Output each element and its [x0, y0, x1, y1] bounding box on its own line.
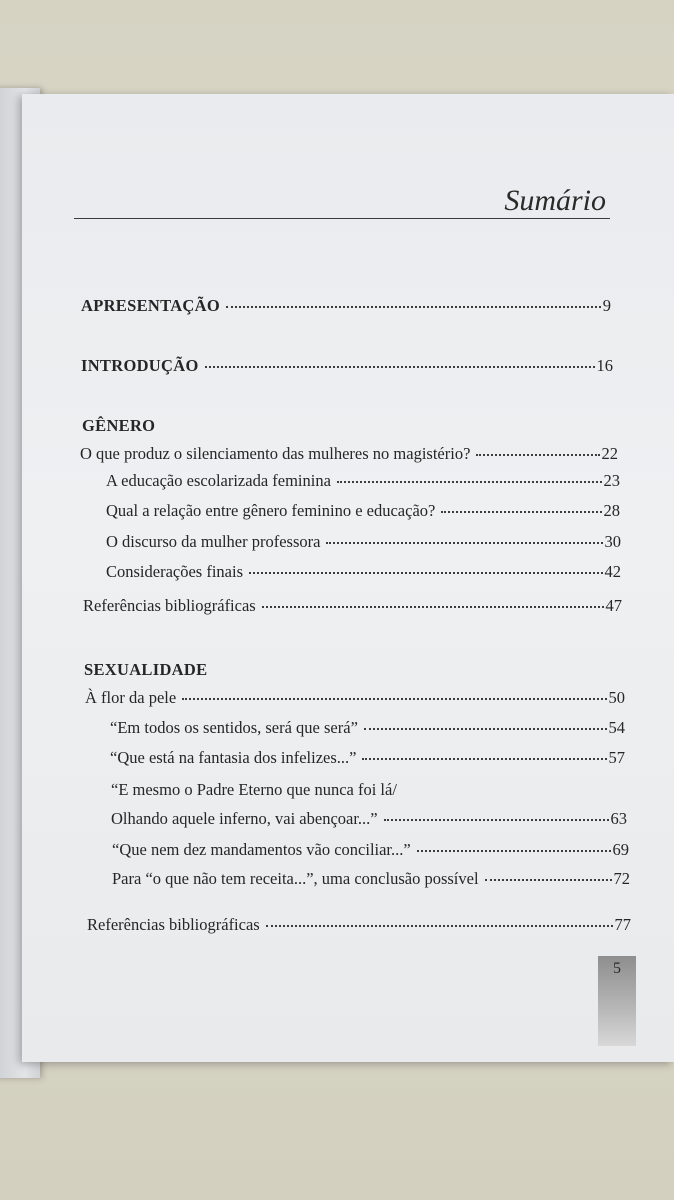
section-heading-genero: GÊNERO [82, 416, 156, 435]
toc-page-number: 72 [613, 869, 630, 888]
toc-label: Para “o que não tem receita...”, uma conclusão possível [112, 869, 479, 888]
toc-entry [106, 562, 621, 582]
toc-label: APRESENTAÇÃO [81, 296, 220, 315]
toc-label: O discurso da mulher professora [106, 532, 321, 551]
toc-page-number: 22 [601, 444, 618, 463]
leader-dots [337, 480, 602, 483]
leader-dots [326, 541, 602, 544]
toc-label: Qual a relação entre gênero feminino e educação? [106, 501, 436, 520]
toc-entry [106, 471, 620, 491]
toc-entry [106, 501, 620, 521]
book-page [22, 94, 674, 1062]
toc-label: “Que nem dez mandamentos vão conciliar...” [112, 840, 411, 859]
leader-dots [205, 365, 595, 368]
leader-dots [226, 305, 601, 308]
toc-page-number: 63 [610, 809, 627, 828]
page-number: 5 [613, 960, 621, 977]
toc-page-number: 47 [605, 596, 622, 615]
toc-entry-introducao [81, 356, 613, 376]
toc-entry-genero-references [83, 596, 622, 616]
toc-label: INTRODUÇÃO [81, 356, 199, 375]
leader-dots [364, 727, 607, 730]
leader-dots [182, 697, 606, 700]
leader-dots [362, 757, 606, 760]
toc-label: “Em todos os sentidos, será que será” [110, 718, 358, 737]
toc-label: Considerações finais [106, 562, 244, 581]
leader-dots [384, 818, 609, 821]
page-title: Sumário [504, 184, 606, 217]
toc-entry-sexualidade-references [87, 915, 631, 935]
toc-page-number: 77 [614, 915, 631, 934]
toc-label-line1: “E mesmo o Padre Eterno que nunca foi lá/ [111, 780, 397, 799]
toc-label: O que produz o silenciamento das mulheres no magistério? [80, 444, 471, 463]
toc-page-number: 57 [608, 748, 625, 767]
toc-entry [110, 748, 625, 768]
leader-dots [441, 510, 601, 513]
toc-entry [110, 718, 625, 738]
toc-entry [111, 809, 627, 829]
leader-dots [476, 453, 599, 456]
leader-dots [262, 605, 604, 608]
toc-page-number: 30 [604, 532, 621, 551]
toc-page-number: 28 [603, 501, 620, 520]
toc-page-number: 23 [603, 471, 620, 490]
leader-dots [266, 924, 613, 927]
toc-entry-genero-chapter [80, 444, 618, 464]
toc-label: “Que está na fantasia dos infelizes...” [110, 748, 357, 767]
toc-label: A educação escolarizada feminina [106, 471, 331, 490]
toc-label: Olhando aquele inferno, vai abençoar...” [111, 809, 378, 828]
toc-label: À flor da pele [85, 688, 177, 707]
toc-page-number: 9 [602, 296, 611, 315]
toc-label: Referências bibliográficas [83, 596, 256, 615]
toc-entry [112, 869, 630, 889]
toc-page-number: 50 [608, 688, 625, 707]
page-number-tab [598, 956, 636, 1046]
toc-page-number: 42 [604, 562, 621, 581]
toc-page-number: 16 [596, 356, 613, 375]
toc-entry [106, 532, 621, 552]
leader-dots [249, 571, 602, 574]
toc-entry-sexualidade-chapter [85, 688, 625, 708]
title-rule [74, 218, 610, 219]
section-heading-sexualidade: SEXUALIDADE [84, 660, 208, 679]
leader-dots [417, 849, 611, 852]
leader-dots [485, 878, 612, 881]
toc-page-number: 54 [608, 718, 625, 737]
toc-entry [112, 840, 629, 860]
toc-label: Referências bibliográficas [87, 915, 260, 934]
toc-page-number: 69 [612, 840, 629, 859]
toc-entry-apresentacao [81, 296, 611, 316]
